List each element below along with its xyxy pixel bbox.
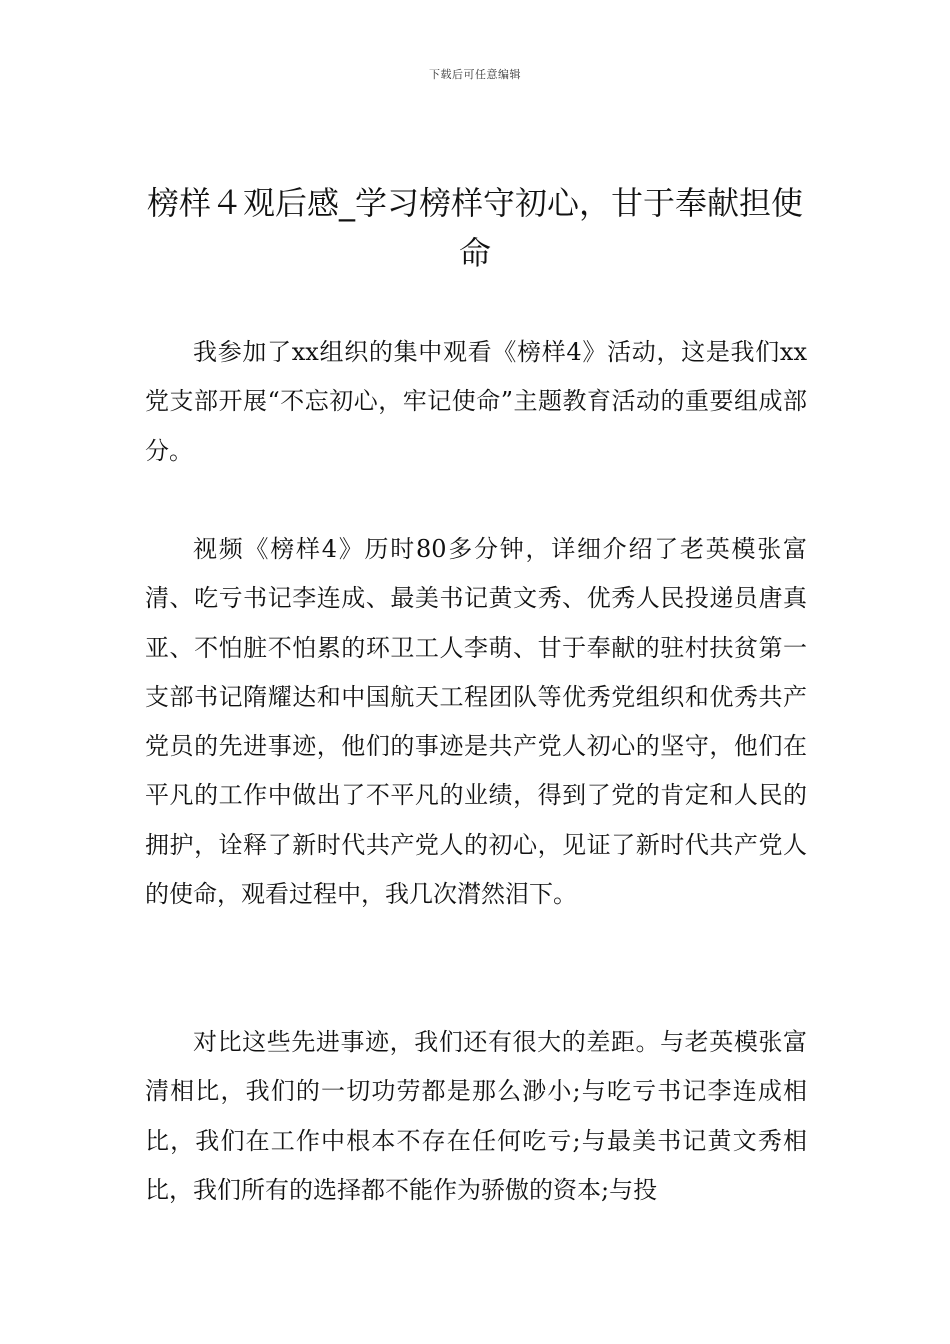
- paragraph-1-block: [145, 328, 807, 476]
- paragraph: 视频《榜样4》历时80多分钟，详细介绍了老英模张富清、吃亏书记李连成、最美书记黄文秀、优秀人民投递员唐真亚、不怕脏不怕累的环卫工人李萌、甘于奉献的驻村扶贫第一支部书记隋耀达和中国航天工程团队等优秀党组织和优秀共产党员的先进事迹，他们的事迹是共产党人初心的坚守，他们在平凡的工作中做出了不平凡的业绩，得到了党的肯定和人民的拥护，诠释了新时代共产党人的初心，见证了新时代共产党人的使命，观看过程中，我几次潸然泪下。: [145, 535, 807, 909]
- paragraph: 对比这些先进事迹，我们还有很大的差距。与老英模张富清相比，我们的一切功劳都是那么渺小;与吃亏书记李连成相比，我们在工作中根本不存在任何吃亏;与最美书记黄文秀相比，我们所有的选择都不能作为骄傲的资本;与投: [145, 1028, 807, 1204]
- header-note: 下载后可任意编辑: [429, 68, 521, 81]
- paragraph-3-block: [145, 1018, 807, 1215]
- paragraph-2-block: [145, 525, 807, 919]
- document-title: 榜样４观后感_学习榜样守初心，甘于奉献担使命: [146, 184, 803, 272]
- paragraph: 我参加了xx组织的集中观看《榜样4》活动，这是我们xx党支部开展“不忘初心，牢记使命”主题教育活动的重要组成部分。: [145, 338, 807, 465]
